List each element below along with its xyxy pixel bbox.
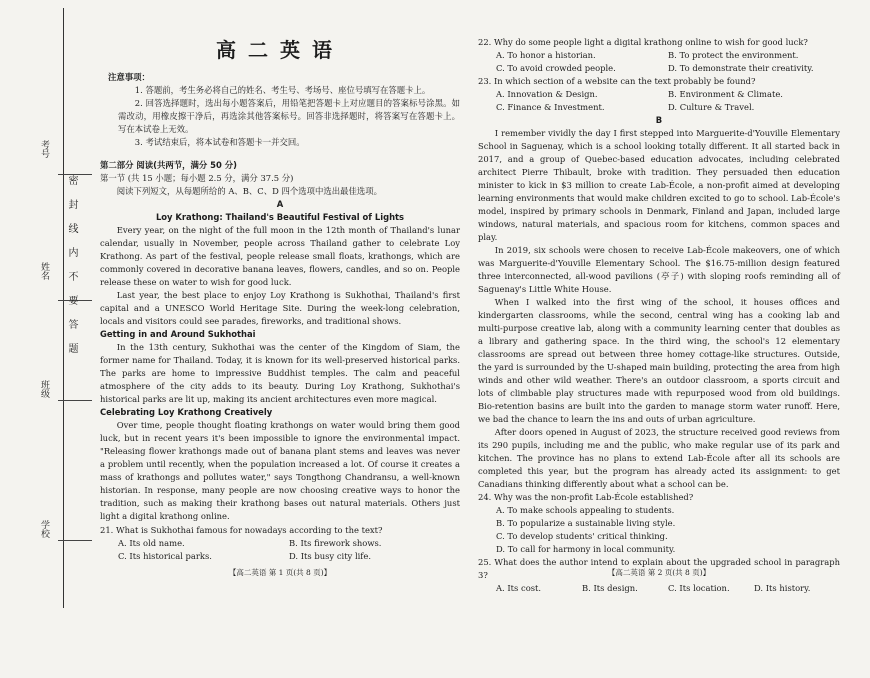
- option: C. To develop students' critical thinking.: [496, 531, 668, 541]
- part-title: 第二部分 阅读(共两节，满分 50 分): [100, 160, 237, 170]
- question-22-options: [478, 49, 840, 75]
- option: A. Innovation & Design.: [496, 89, 598, 99]
- option: D. Its busy city life.: [289, 551, 372, 561]
- school-label: 学校: [39, 520, 49, 538]
- question-21: 21. What is Sukhothai famous for nowadays according to the text?: [100, 525, 383, 535]
- page-footer: 【高二英语 第 2 页(共 8 页)】: [607, 568, 711, 577]
- notice-item: 1. 答题前，考生务必将自己的姓名、考生号、考场号、座位号填写在答题卡上。: [134, 85, 431, 95]
- paragraph: When I walked into the first wing of the school, it houses offices and kindergarten classrooms, while the second, central wing has a cooking lab and multi-purpose creative lab, along with a community learning center that doubles as a library and gathering space. In the third wing, the school's 12 elementary classrooms are spread out between three homey cottage-like structures. Outside, the yard is surrounded by the U-shaped main building, protecting the area from high winds and other wild weather. There's an outdoor classroom, a sports circuit and lots of climbable play structures made with repurposed wood from old buildings. Bio-retention basins are built into the garden to manage storm water runoff. Here, we bad the chance to learn the ins and outs of urban agriculture.: [478, 297, 840, 424]
- paragraph: In 2019, six schools were chosen to receive Lab-École makeovers, one of which was Marguerite-d'Youville Elementary School. The $16.75-million design featured three interconnected, all-wood pavilions (亭子) with sloping roofs reminding all of Saguenay's Little White House.: [478, 245, 840, 294]
- option: D. Its history.: [754, 583, 811, 593]
- seal-line: [63, 8, 64, 608]
- notice-list: [100, 84, 460, 149]
- school-underline: [58, 540, 92, 541]
- name-label: 姓名: [39, 262, 49, 280]
- option: C. Finance & Investment.: [496, 102, 605, 112]
- option: B. Its firework shows.: [289, 538, 382, 548]
- option: A. Its cost.: [496, 583, 542, 593]
- option: A. To make schools appealing to students.: [496, 505, 675, 515]
- option: B. To popularize a sustainable living style.: [496, 518, 676, 528]
- option: C. To avoid crowded people.: [496, 63, 616, 73]
- notice-title: 注意事项：: [108, 72, 150, 82]
- question-23: 23. In which section of a website can the text probably be found?: [478, 76, 756, 86]
- subheading: Getting in and Around Sukhothai: [100, 329, 256, 339]
- section-line: 第一节 (共 15 小题；每小题 2.5 分，满分 37.5 分): [100, 173, 294, 183]
- option: C. Its location.: [668, 583, 730, 593]
- question-25: 25. What does the author intend to explain about the upgraded school in paragraph 3?: [478, 557, 840, 580]
- paragraph: Last year, the best place to enjoy Loy Krathong is Sukhothai, Thailand's first capital and a UNESCO World Heritage Site. During the week-long celebration, locals and visitors could see parades, fireworks, and traditional shows.: [100, 290, 460, 326]
- notice-item: 2. 回答选择题时，选出每小题答案后，用铅笔把答题卡上对应题目的答案标号涂黑。如需改动，用橡皮擦干净后，再选涂其他答案标号。回答非选择题时，将答案写在答题卡上。写在本试卷上无效。: [118, 98, 460, 134]
- option: B. Environment & Climate.: [668, 89, 783, 99]
- paragraph: Over time, people thought floating krathongs on water would bring them good luck, but in recent years it's been impossible to ignore the environmental impact. "Releasing flower krathongs made out of banana plant stems and leaves was never a problem until recently, when the population increased a lot. Of course it creates a mass of krathongs and pollutes water," says Tongthong Chandransu, a well-known historian. In response, many people are now choosing creative ways to honor the tradition, such as making their krathong bases out natural materials. Others just light a digital krathong online.: [100, 420, 460, 521]
- exam-no-label: 考号: [39, 140, 49, 158]
- question-22: 22. Why do some people light a digital krathong online to wish for good luck?: [478, 37, 808, 47]
- page-footer: 【高二英语 第 1 页(共 8 页)】: [228, 568, 332, 577]
- option: D. To call for harmony in local community.: [496, 544, 676, 554]
- subheading: Celebrating Loy Krathong Creatively: [100, 407, 273, 417]
- paragraph: After doors opened in August of 2023, the structure received good reviews from its 290 pupils, including me and the public, who make regular use of its park and kitchen. The province has no plans to extend Lab-École after all its schools are completed this year, but the program has already acted its assignment: to get Canadians thinking differently about what a school can be.: [478, 427, 840, 489]
- seal-warning-text: 密封线内不要答题: [66, 175, 77, 367]
- option: B. To protect the environment.: [668, 50, 799, 60]
- paragraph: In the 13th century, Sukhothai was the center of the Kingdom of Siam, the former name for Thailand. Today, it is known for its well-preserved historical parks. The parks are home to impressive Buddhist temples. The calm and peaceful atmosphere of the city adds to its beauty. During Loy Krathong, Sukhothai's historical parks are lit up, making its ancient architectures even more magical.: [100, 342, 460, 404]
- question-21-options: [100, 537, 460, 563]
- question-24: 24. Why was the non-profit Lab-École established?: [478, 492, 694, 502]
- option: D. Culture & Travel.: [668, 102, 755, 112]
- class-label: 班级: [39, 380, 49, 398]
- option: C. Its historical parks.: [118, 551, 212, 561]
- option: D. To demonstrate their creativity.: [668, 63, 814, 73]
- instruction: 阅读下列短文，从每题所给的 A、B、C、D 四个选项中选出最佳选项。: [116, 186, 382, 196]
- page-title: 高二英语: [216, 38, 344, 62]
- paragraph: Every year, on the night of the full moon in the 12th month of Thailand's lunar calendar, usually in November, people across Thailand gather to celebrate Loy Krathong. As part of the festival, people release small floats, krathongs, which are commonly covered in decorative banana leaves, flowers, candles, and so on. People release these on water to wish for good luck.: [100, 225, 460, 287]
- passage-label: A: [276, 199, 284, 209]
- question-24-options: [478, 504, 840, 556]
- page-2-column: [478, 0, 840, 678]
- binding-margin: [0, 0, 95, 678]
- page-1-column: [100, 0, 460, 678]
- paragraph: I remember vividly the day I first stepped into Marguerite-d'Youville Elementary School in Saguenay, which is a school looking totally different. It all started back in 2017, and a group of Quebec-based education advocates, including celebrated architect Pierre Thibault, broke with tradition. They persuaded then education minister to kick in $3 million to create Lab-École, a non-profit aimed at developing learning environments that would make children excited to go to school. Lab-École's model, inspired by primary schools in Denmark, Finland and Japan, included large windows, natural materials, and spacious room for kitchens, common spaces and play.: [478, 128, 840, 242]
- notice-item: 3. 考试结束后，将本试卷和答题卡一并交回。: [134, 137, 305, 147]
- question-23-options: [478, 88, 840, 114]
- option: A. To honor a historian.: [496, 50, 596, 60]
- option: A. Its old name.: [118, 538, 185, 548]
- passage-label: B: [655, 115, 663, 125]
- question-25-options: [478, 582, 840, 595]
- option: B. Its design.: [582, 583, 638, 593]
- passage-title: Loy Krathong: Thailand's Beautiful Festival of Lights: [155, 212, 405, 222]
